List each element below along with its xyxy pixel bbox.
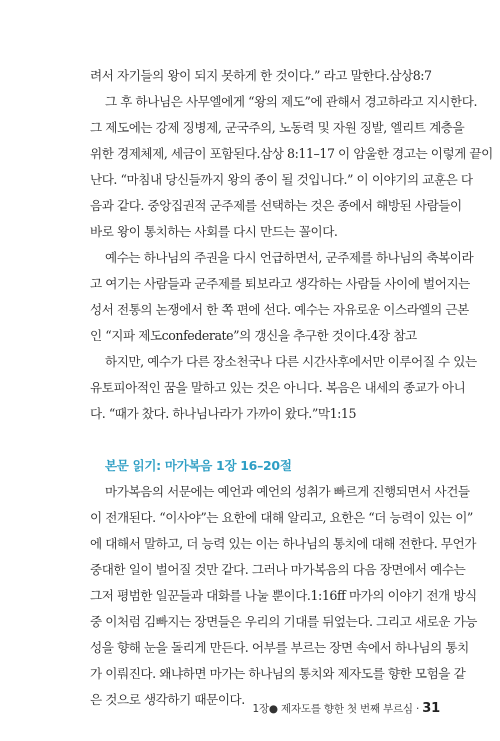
- text-line: 이 전개된다. “이사야”는 요한에 대해 알리고, 요한은 “더 능력이 있는 이”: [90, 510, 473, 525]
- text-line: 성서 전통의 논쟁에서 한 쪽 편에 선다. 예수는 자유로운 이스라엘의 근본: [90, 302, 469, 317]
- text-line: 중 이처럼 김빠지는 장면들은 우리의 기대를 뒤엎는다. 그리고 새로운 가능: [90, 614, 477, 629]
- text-line: 그저 평범한 일꾼들과 대화를 나눌 뿐이다.1:16ff 마가의 이야기 전개 방식: [90, 588, 477, 603]
- text-line: 유토피아적인 꿈을 말하고 있는 것은 아니다. 복음은 내세의 종교가 아니: [90, 380, 466, 395]
- page-footer: [252, 701, 440, 716]
- text-line: 마가복음의 서문에는 예언과 예언의 성취가 빠르게 진행되면서 사건들: [105, 484, 470, 499]
- text-line: 중대한 일이 벌어질 것만 같다. 그러나 마가복음의 다음 장면에서 예수는: [90, 562, 466, 577]
- text-line: 성을 향해 눈을 돌리게 만든다. 어부를 부르는 장면 속에서 하나님의 통치: [90, 640, 469, 655]
- text-line: 위한 경제체제, 세금이 포함된다.삼상 8:11–17 이 암울한 경고는 이렇게 끝이: [90, 146, 493, 161]
- text-line: 에 대해서 말하고, 더 능력 있는 이는 하나님의 통치에 대해 전한다. 무언가: [90, 536, 476, 551]
- section-heading: 본문 읽기: 마가복음 1장 16–20절: [105, 458, 292, 473]
- text-line: 가 이뤄진다. 왜냐하면 마가는 하나님의 통치와 제자도를 향한 모험을 같: [90, 666, 466, 681]
- text-line: 다. “때가 찼다. 하나님나라가 가까이 왔다.”막1:15: [90, 406, 357, 421]
- text-line: 그 후 하나님은 사무엘에게 “왕의 제도”에 관해서 경고하라고 지시한다.: [105, 94, 477, 109]
- text-line: 은 것으로 생각하기 때문이다.: [90, 692, 245, 707]
- page-number: 31: [422, 701, 440, 716]
- text-line: 그 제도에는 강제 징병제, 군국주의, 노동력 및 자원 징발, 엘리트 계층을: [90, 120, 465, 135]
- section-gap: [90, 427, 442, 453]
- text-line: 하지만, 예수가 다른 장소천국나 다른 시간사후에서만 이루어질 수 있는: [105, 354, 477, 369]
- text-line: 인 “지파 제도confederate”의 갱신을 추구한 것이다.4장 참고: [90, 328, 417, 343]
- text-line: 고 여기는 사람들과 군주제를 퇴보라고 생각하는 사람들 사이에 벌어지는: [90, 276, 470, 291]
- text-line: 바로 왕이 통치하는 사회를 다시 만드는 꼴이다.: [90, 224, 338, 239]
- text-line: 난다. “마침내 당신들까지 왕의 종이 될 것입니다.” 이 이야기의 교훈은 다: [90, 172, 473, 187]
- body-text: [90, 63, 493, 713]
- text-line: 음과 같다. 중앙집권적 군주제를 선택하는 것은 종에서 해방된 사람들이: [90, 198, 462, 213]
- running-title: 1장● 제자도를 향한 첫 번째 부르심 ·: [252, 703, 423, 715]
- text-line: 예수는 하나님의 주권을 다시 언급하면서, 군주제를 하나님의 축복이라: [105, 250, 474, 265]
- text-line: 려서 자기들의 왕이 되지 못하게 한 것이다.” 라고 말한다.삼상8:7: [90, 68, 432, 83]
